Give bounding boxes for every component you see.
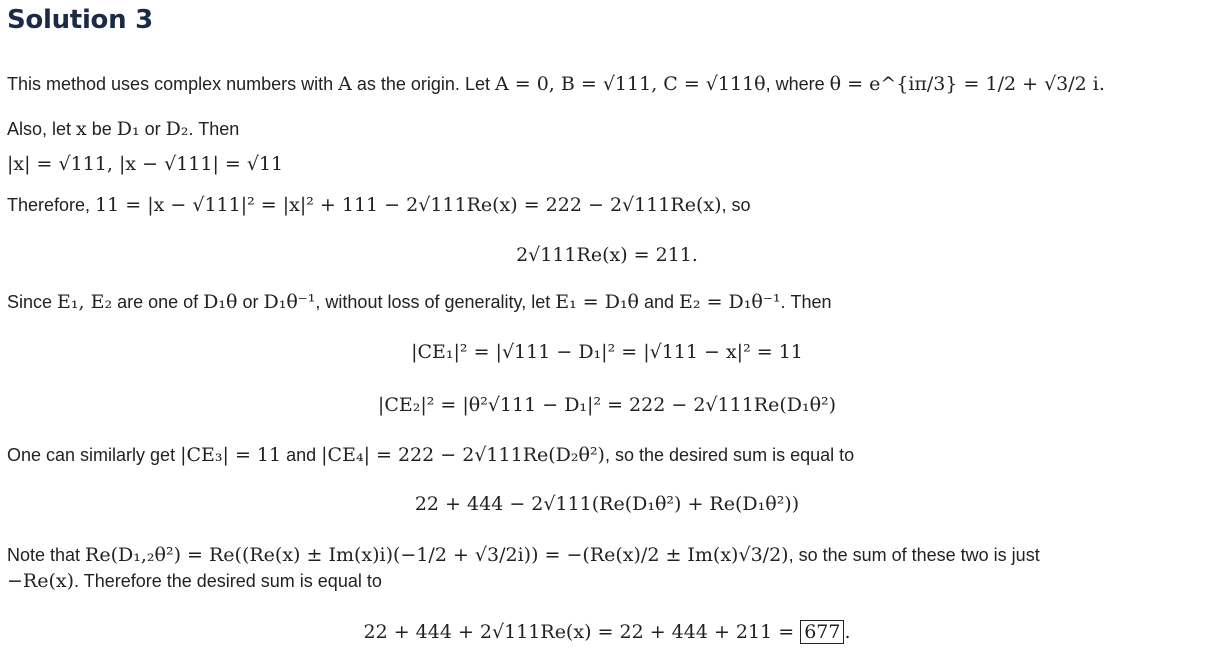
display-equation-final bbox=[0, 619, 1214, 646]
math: 2√111Re(x) = 211. bbox=[516, 244, 698, 266]
text: Since bbox=[7, 292, 58, 312]
math: A = 0, B = √111, C = √111θ bbox=[494, 73, 766, 95]
paragraph-desired-sum bbox=[7, 569, 382, 593]
paragraph-similarly bbox=[7, 443, 854, 467]
solution-heading: Solution 3 bbox=[7, 5, 153, 35]
paragraph-therefore bbox=[7, 193, 751, 217]
text: and bbox=[281, 445, 322, 465]
display-equation-ce2 bbox=[0, 392, 1214, 419]
math: 22 + 444 − 2√111(Re(D₁θ²) + Re(D₁θ²)) bbox=[414, 493, 800, 515]
text: or bbox=[237, 292, 264, 312]
math: |CE₂|² = |θ²√111 − D₁|² = 222 − 2√111Re(D₁θ²) bbox=[377, 394, 837, 416]
text: as the origin. Let bbox=[351, 74, 495, 94]
math: |CE₁|² = |√111 − D₁|² = |√111 − x|² = 11 bbox=[411, 341, 803, 363]
text: Therefore, bbox=[7, 195, 96, 215]
display-equation-ce1 bbox=[0, 339, 1214, 366]
math: E₁, E₂ bbox=[57, 291, 113, 313]
paragraph-note bbox=[7, 543, 1040, 567]
text: Note that bbox=[7, 545, 86, 565]
math: 22 + 444 + 2√111Re(x) = 22 + 444 + 211 = bbox=[363, 621, 801, 643]
boxed-answer: 677 bbox=[800, 620, 844, 644]
math: θ = e^{iπ/3} = 1/2 + √3/2 i. bbox=[829, 73, 1105, 95]
math: x bbox=[76, 118, 87, 140]
text: , where bbox=[765, 74, 830, 94]
math: |CE₄| = 222 − 2√111Re(D₂θ²) bbox=[321, 444, 605, 466]
math: D₁ bbox=[116, 118, 140, 140]
text: , so the sum of these two is just bbox=[788, 545, 1040, 565]
text: or bbox=[139, 119, 166, 139]
text: , so bbox=[721, 195, 751, 215]
math: −Re(x) bbox=[7, 570, 75, 592]
text: This method uses complex numbers with bbox=[7, 74, 339, 94]
paragraph-setup bbox=[7, 72, 1105, 96]
math: A bbox=[338, 73, 352, 95]
paragraph-since bbox=[7, 290, 832, 314]
display-equation-sum bbox=[0, 491, 1214, 518]
math: 11 = |x − √111|² = |x|² + 111 − 2√111Re(x) = 222 − 2√111Re(x) bbox=[95, 194, 722, 216]
math: D₁θ bbox=[203, 291, 238, 313]
text: , so the desired sum is equal to bbox=[604, 445, 855, 465]
text: , without loss of generality, let bbox=[315, 292, 556, 312]
text: . Therefore the desired sum is equal to bbox=[74, 571, 382, 591]
math: E₂ = D₁θ⁻¹ bbox=[679, 291, 781, 313]
text: One can similarly get bbox=[7, 445, 181, 465]
text: and bbox=[639, 292, 680, 312]
text: . Then bbox=[188, 119, 240, 139]
text: be bbox=[86, 119, 117, 139]
math: . bbox=[844, 621, 851, 643]
math: |x| = √111, |x − √111| = √11 bbox=[7, 153, 284, 175]
text: . Then bbox=[780, 292, 832, 312]
math: |CE₃| = 11 bbox=[180, 444, 282, 466]
math: D₁θ⁻¹ bbox=[263, 291, 316, 313]
math: Re(D₁,₂θ²) = Re((Re(x) ± Im(x)i)(−1/2 + √3/2i)) = −(Re(x)/2 ± Im(x)√3/2) bbox=[85, 544, 789, 566]
equation-moduli bbox=[7, 152, 283, 176]
paragraph-let-x bbox=[7, 117, 239, 141]
text: Also, let bbox=[7, 119, 77, 139]
math: E₁ = D₁θ bbox=[555, 291, 639, 313]
math: D₂ bbox=[165, 118, 189, 140]
text: are one of bbox=[112, 292, 204, 312]
display-equation-re-x bbox=[0, 242, 1214, 269]
